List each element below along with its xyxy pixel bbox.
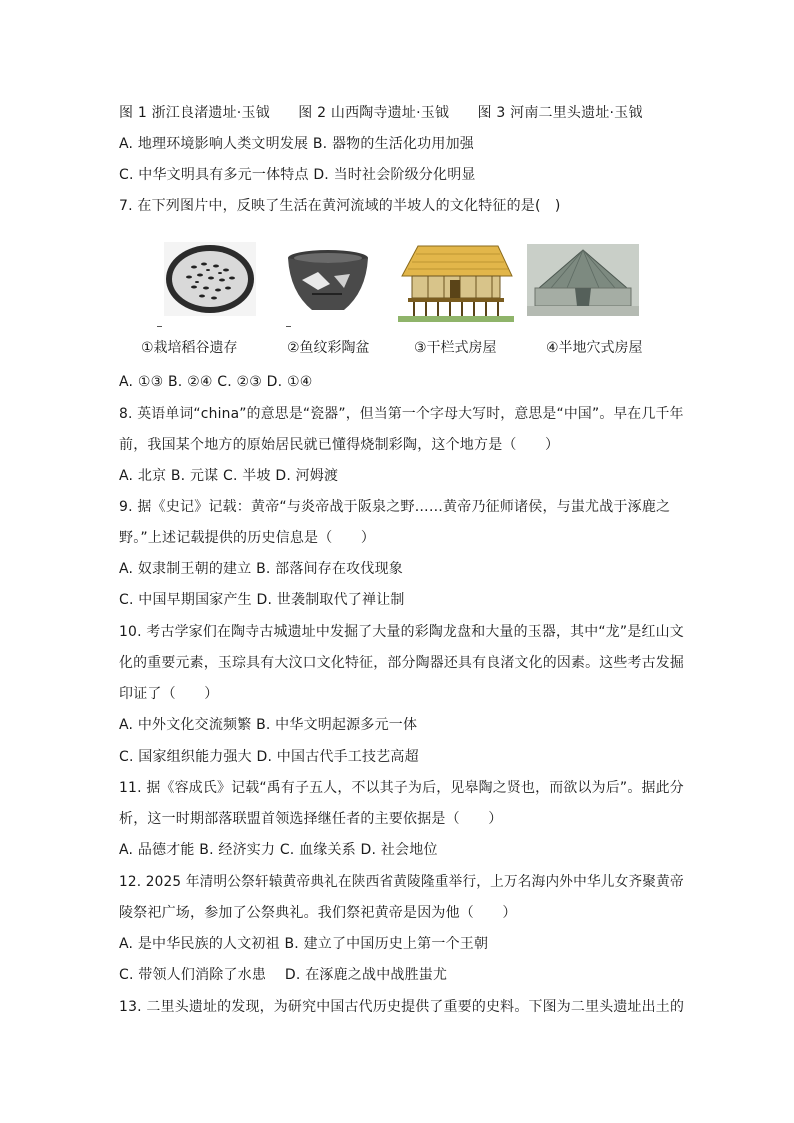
q12-options-ab: A. 是中华民族的人文初祖 B. 建立了中国历史上第一个王朝 [119, 936, 489, 952]
q12-options-cd: C. 带领人们消除了水患 D. 在涿鹿之战中战胜蚩尤 [119, 967, 448, 983]
q6-options-ab: A. 地理环境影响人类文明发展 B. 器物的生活化功用加强 [119, 136, 474, 152]
question-8-line-1: 8. 英语单词“china”的意思是“瓷器”，但当第一个字母大写时，意思是“中国”。早在几千年 [119, 406, 684, 422]
semi-subterranean-house-image [527, 244, 639, 316]
question-12-line-1: 12. 2025 年清明公祭轩辕黄帝典礼在陕西省黄陵隆重举行，上万名海内外中华儿女齐聚黄帝 [119, 874, 684, 890]
question-12-line-2: 陵祭祀广场，参加了公祭典礼。我们祭祀黄帝是因为他（ ） [119, 905, 517, 921]
question-10-line-2: 化的重要元素，玉琮具有大汶口文化特征，部分陶器还具有良渚文化的因素。这些考古发掘 [119, 655, 684, 671]
caption-stilt-house: ③干栏式房屋 [414, 340, 497, 356]
image-marker [157, 326, 162, 327]
painted-pottery-basin-image [284, 246, 372, 318]
stilt-house-image [398, 242, 514, 322]
q9-options-ab: A. 奴隶制王朝的建立 B. 部落间存在攻伐现象 [119, 561, 403, 577]
q6-options-cd: C. 中华文明具有多元一体特点 D. 当时社会阶级分化明显 [119, 167, 476, 183]
question-9-line-1: 9. 据《史记》记载：黄帝“与炎帝战于阪泉之野……黄帝乃征师诸侯，与蚩尤战于涿鹿之 [119, 499, 671, 515]
caption-pottery: ②鱼纹彩陶盆 [287, 340, 370, 356]
question-13-line-1: 13. 二里头遗址的发现，为研究中国古代历史提供了重要的史料。下图为二里头遗址出土的 [119, 999, 685, 1015]
figure-captions-line: 图 1 浙江良渚遗址·玉钺 图 2 山西陶寺遗址·玉钺 图 3 河南二里头遗址·玉钺 [119, 105, 643, 121]
question-11-line-1: 11. 据《容成氏》记载“禹有子五人，不以其子为后，见皋陶之贤也，而欲以为后”。据此分 [119, 780, 684, 796]
q8-options: A. 北京 B. 元谋 C. 半坡 D. 河姆渡 [119, 468, 339, 484]
caption-semi-subterranean-house: ④半地穴式房屋 [546, 340, 643, 356]
question-10-line-1: 10. 考古学家们在陶寺古城遗址中发掘了大量的彩陶龙盘和大量的玉器，其中“龙”是红山文 [119, 624, 684, 640]
question-10-line-3: 印证了（ ） [119, 686, 219, 702]
q9-options-cd: C. 中国早期国家产生 D. 世袭制取代了禅让制 [119, 592, 405, 608]
rice-remains-image [164, 242, 256, 316]
q11-options: A. 品德才能 B. 经济实力 C. 血缘关系 D. 社会地位 [119, 842, 438, 858]
question-11-line-2: 析，这一时期部落联盟首领选择继任者的主要依据是（ ） [119, 811, 503, 827]
caption-rice: ①栽培稻谷遗存 [141, 340, 238, 356]
q10-options-ab: A. 中外文化交流频繁 B. 中华文明起源多元一体 [119, 717, 418, 733]
question-7: 7. 在下列图片中，反映了生活在黄河流域的半坡人的文化特征的是( ) [119, 198, 561, 214]
image-marker [286, 326, 291, 327]
q7-options: A. ①③ B. ②④ C. ②③ D. ①④ [119, 374, 313, 390]
question-8-line-2: 前，我国某个地方的原始居民就已懂得烧制彩陶，这个地方是（ ） [119, 437, 560, 453]
q10-options-cd: C. 国家组织能力强大 D. 中国古代手工技艺高超 [119, 749, 419, 765]
question-9-line-2: 野。”上述记载提供的历史信息是（ ） [119, 530, 376, 546]
